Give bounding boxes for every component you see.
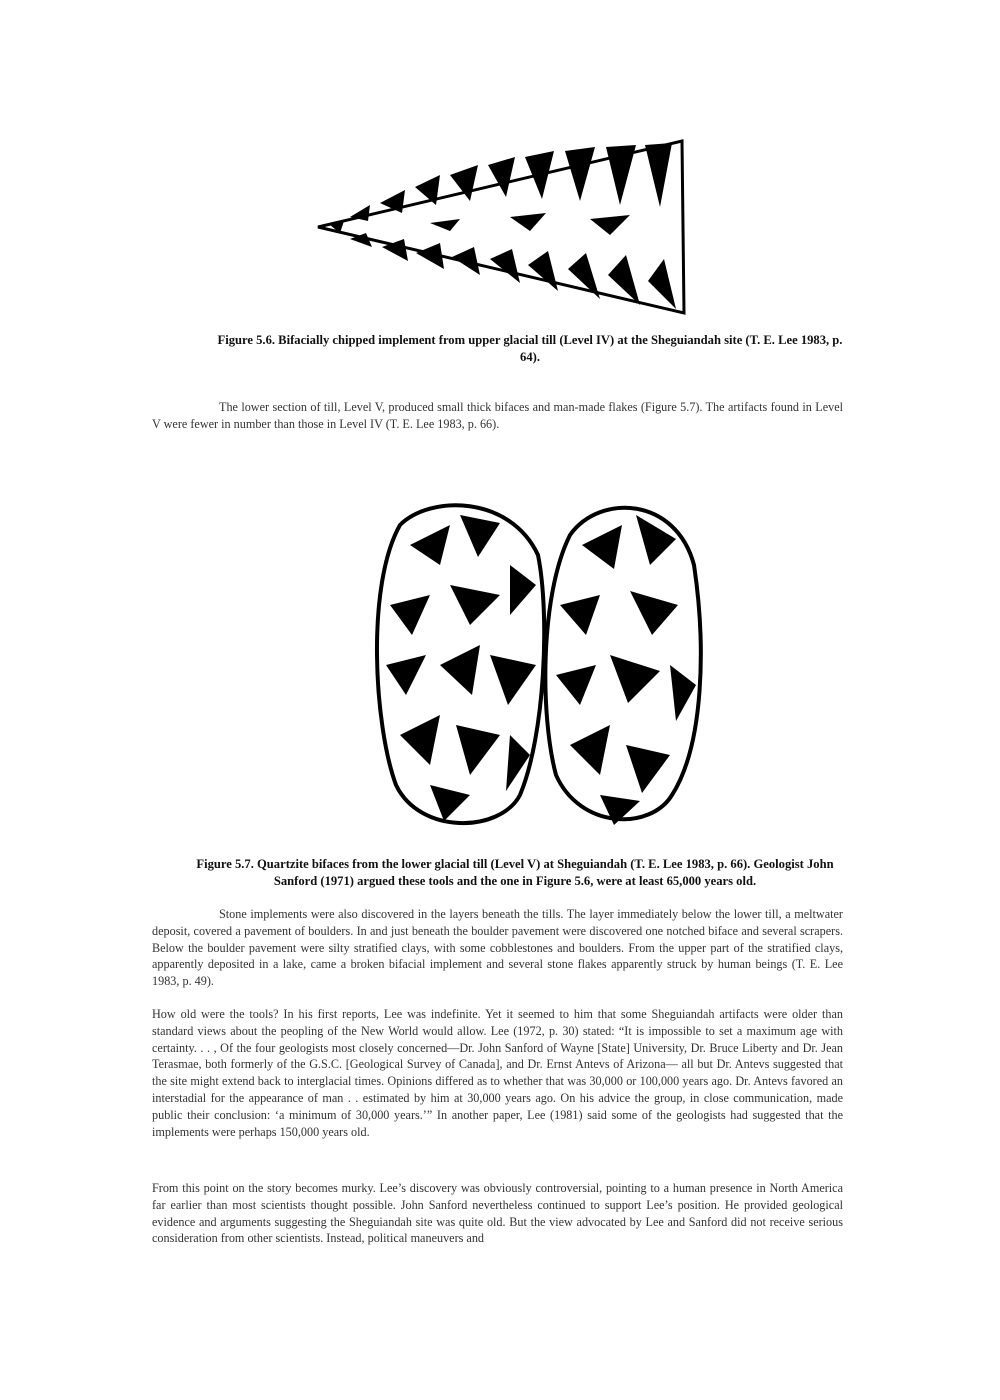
chipped-stone-point-icon — [318, 141, 684, 313]
body-paragraph-2: Stone implements were also discovered in the layers beneath the tills. The layer immediately below the lower till, a meltwater deposit, covered a pavement of boulders. In and just beneath the boulder pavement were discovered one notched biface and several scrapers. Below the boulder pavement were silty stratified clays, with some cobblestones and boulders. From the upper part of the stratified clays, apparently deposited in a lake, came a broken bifacial implement and several stone flakes apparently struck by human beings (T. E. Lee 1983, p. 49). — [152, 907, 843, 989]
body-paragraph-4: From this point on the story becomes murky. Lee’s discovery was obviously controversial, pointing to a human presence in North America far earlier than most scientists thought possible. John Sanford nevertheless continued to support Lee’s position. He provided geological evidence and arguments suggesting the Sheguiandah site was quite old. But the view advocated by Lee and Sanford did not receive serious consideration from other scientists. Instead, political maneuvers and — [152, 1181, 843, 1246]
body-paragraph-1: The lower section of till, Level V, produced small thick bifaces and man-made flakes (Figure 5.7). The artifacts found in Level V were fewer in number than those in Level IV (T. E. Lee 1983, p. 66). — [152, 400, 843, 431]
figure-5-6-image — [310, 135, 690, 320]
figure-5-7-caption: Figure 5.7. Quartzite bifaces from the lower glacial till (Level V) at Sheguiandah (T. E. Lee 1983, p. 66). Geologist John Sanford (1971) argued these tools and the one in Figure 5.6, were at least 65,000 years old. — [196, 857, 834, 888]
quartzite-bifaces-icon — [377, 505, 701, 825]
figure-5-7-image — [360, 495, 705, 835]
body-paragraph-3: How old were the tools? In his first reports, Lee was indefinite. Yet it seemed to him that some Sheguiandah artifacts were older than standard views about the peopling of the New World would allow. Lee (1972, p. 30) stated: “It is impossible to set a maximum age with certainty. . . , Of the four geologists most closely concerned—Dr. John Sanford of Wayne [State] University, Dr. Bruce Liberty and Dr. Jean Terasmae, both formerly of the G.S.C. [Geological Survey of Canada], and Dr. Ernst Antevs of Arizona— all but Dr. Antevs suggested that the site might extend back to interglacial times. Opinions differed as to whether that was 30,000 or 100,000 years ago. Dr. Antevs favored an interstadial for the appearance of man . . estimated by him at 30,000 years ago. On his advice the group, in close communication, made public their conclusion: ‘a minimum of 30,000 years.’” In another paper, Lee (1981) said some of the geologists had suggested that the implements were perhaps 150,000 years old. — [152, 1007, 843, 1139]
figure-5-6-caption: Figure 5.6. Bifacially chipped implement from upper glacial till (Level IV) at the Sheguiandah site (T. E. Lee 1983, p. 64). — [217, 333, 843, 364]
